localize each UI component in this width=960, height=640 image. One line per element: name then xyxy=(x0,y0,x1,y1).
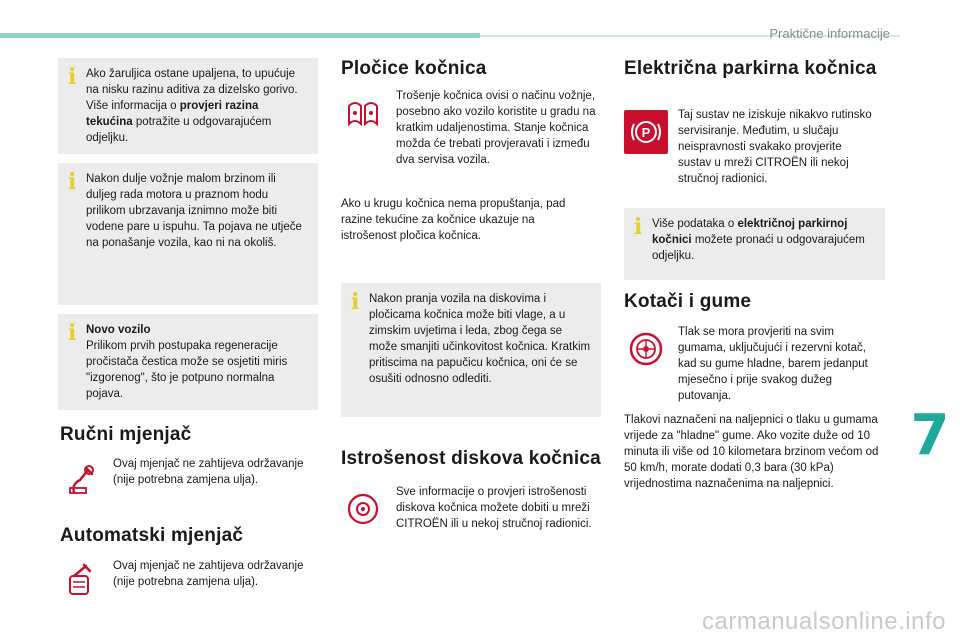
watermark: carmanualsonline.info xyxy=(702,608,946,635)
brake-discs-text: Sve informacije o provjeri istrošenosti diskova kočnica možete dobiti u mreži CITROËN ili u nekoj stručnoj radionici. xyxy=(396,486,592,530)
brake-pads-icon xyxy=(341,92,385,136)
parking-brake-text: Taj sustav ne iziskuje nikakvo rutinsko servisiranje. Međutim, u slučaju neispravnosti svakako provjerite sustav u mreži CITROËN ili nekoj stručnoj radionici. xyxy=(678,109,872,185)
tyre-icon xyxy=(624,327,668,371)
top-accent-bar xyxy=(0,33,480,38)
chapter-number: 7 xyxy=(910,402,950,468)
info-box-parking-brake xyxy=(624,208,885,280)
heading-wheels-tyres: Kotači i gume xyxy=(624,291,752,312)
manual-gearbox-icon xyxy=(60,456,104,500)
tyre-pressure-paragraph: Tlakovi naznačeni na naljepnici o tlaku u gumama vrijede za "hladne" gume. Ako vozite duže od 10 minuta ili više od 10 kilometara brzinom većom od 50 km/h, morate dodati 0,3 bara (30 kPa) vrijednostima naznačenima na naljepnici. xyxy=(624,414,879,490)
info-text: Prilikom prvih postupaka regeneracije pročistača čestica može se osjetiti miris "izgorenog", što je potpuno normalna pojava. xyxy=(86,340,288,400)
chapter-tab xyxy=(900,402,960,468)
automatic-gearbox-icon xyxy=(60,558,104,602)
info-text: Nakon dulje vožnje malom brzinom ili duljeg rada motora u praznom hodu prilikom ubrzavanja iznimno može biti vodene pare u ispuhu. Ta pojava ne utječe na ponašanje vozila, kao ni na okoliš. xyxy=(86,173,302,249)
info-text: potražite u odgovarajućem odjeljku. xyxy=(86,116,272,144)
brake-pads-text: Trošenje kočnica ovisi o načinu vožnje, posebno ako vozilo koristite u gradu na kratkim udaljenostima. Stanje kočnica možda će trebati provjeravati i između dva servisa vozila. xyxy=(396,90,596,166)
info-box-new-vehicle xyxy=(58,314,318,410)
info-icon: i xyxy=(351,289,360,315)
svg-text:P: P xyxy=(641,125,651,140)
automatic-gearbox-text: Ovaj mjenjač ne zahtijeva održavanje (nije potrebna zamjena ulja). xyxy=(113,560,304,588)
info-icon: i xyxy=(68,320,77,346)
info-box-vapour xyxy=(58,163,318,305)
heading-parking-brake: Električna parkirna kočnica xyxy=(624,58,877,79)
info-text: Nakon pranja vozila na diskovima i pločicama kočnica može biti vlage, a u zimskim uvjetima i leda, zbog čega se može smanjiti učinkovitost kočnica. Kratkim pritiscima na papučicu kočnica, oni će se osušiti odnosno odlediti. xyxy=(369,293,591,385)
info-icon: i xyxy=(68,169,77,195)
heading-brake-pads: Pločice kočnica xyxy=(341,58,487,79)
info-icon: i xyxy=(68,64,77,90)
info-text: Ako žaruljica ostane upaljena, to upućuje na nisku razinu aditiva za dizelsko gorivo. Više informacija o xyxy=(86,68,298,112)
brake-discs-icon xyxy=(341,487,385,531)
heading-automatic-gearbox: Automatski mjenjač xyxy=(60,525,244,546)
info-bold: provjeri razina tekućina xyxy=(86,100,259,128)
info-bold: električnoj parkirnoj kočnici xyxy=(652,218,848,246)
heading-manual-gearbox: Ručni mjenjač xyxy=(60,424,192,445)
info-bold: Novo vozilo xyxy=(86,324,151,336)
info-text: možete pronaći u odgovarajućem odjeljku. xyxy=(652,234,865,262)
info-box-additive xyxy=(58,58,318,154)
heading-brake-discs: Istrošenost diskova kočnica xyxy=(341,448,601,469)
section-title: Praktične informacije xyxy=(769,26,890,41)
info-box-washing xyxy=(341,283,601,417)
brake-pads-paragraph: Ako u krugu kočnica nema propuštanja, pad razine tekućine za kočnice ukazuje na istrošenost pločica kočnica. xyxy=(341,198,566,242)
info-icon: i xyxy=(634,214,643,240)
manual-gearbox-text: Ovaj mjenjač ne zahtijeva održavanje (nije potrebna zamjena ulja). xyxy=(113,458,304,486)
tyres-text: Tlak se mora provjeriti na svim gumama, uključujući i rezervni kotač, kad su gume hladne, barem jedanput mjesečno i prije svakog dužeg putovanja. xyxy=(678,326,868,402)
info-text: Više podataka o xyxy=(652,218,738,230)
parking-brake-icon xyxy=(624,110,668,154)
